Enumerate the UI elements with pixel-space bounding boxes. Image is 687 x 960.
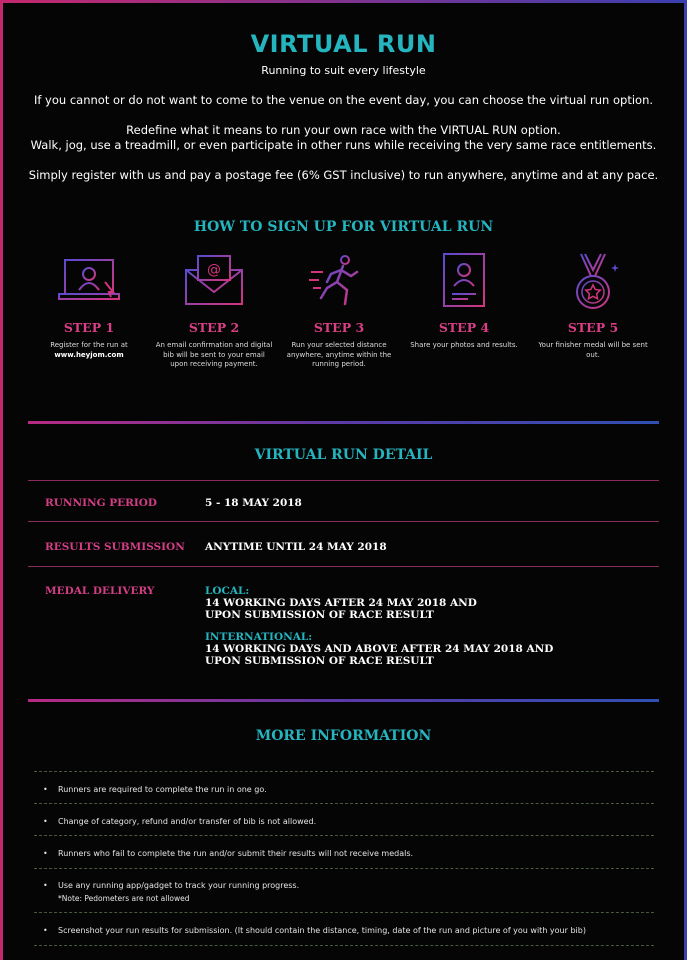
step-3 (279, 252, 399, 370)
section-divider-2 (28, 699, 659, 702)
local-label: LOCAL: (205, 585, 250, 597)
bullet: • (43, 849, 48, 858)
step-5 (533, 252, 653, 360)
envelope-icon (182, 252, 246, 312)
list-item-text: Screenshot your run results for submission. (It should contain the distance, timing, date of the run and picture of you with your bib) (58, 926, 586, 935)
medal-delivery-label: MEDAL DELIVERY (45, 585, 155, 597)
more-info-heading: MORE INFORMATION (255, 728, 432, 744)
local-line-2: UPON SUBMISSION OF RACE RESULT (205, 609, 434, 621)
results-submission-value: ANYTIME UNTIL 24 MAY 2018 (205, 541, 387, 553)
section-divider-1 (28, 421, 659, 424)
intro-section (0, 30, 687, 183)
signup-heading: HOW TO SIGN UP FOR VIRTUAL RUN (193, 219, 494, 235)
step-1-link[interactable]: www.heyjom.com (54, 350, 124, 359)
medal-icon (561, 252, 625, 312)
intro-paragraph-2a: Redefine what it means to run your own race with the VIRTUAL RUN option. (126, 123, 561, 137)
step-5-desc: Your finisher medal will be sent out. (538, 341, 648, 359)
more-info-list (34, 771, 654, 946)
local-line-1: 14 WORKING DAYS AFTER 24 MAY 2018 AND (205, 597, 477, 609)
list-item (34, 835, 654, 868)
detail-heading: VIRTUAL RUN DETAIL (254, 447, 433, 463)
results-submission-label: RESULTS SUBMISSION (45, 541, 185, 553)
list-item (34, 771, 654, 803)
signup-steps (25, 252, 665, 402)
step-3-desc: Run your selected distance anywhere, anytime within the running period. (286, 341, 392, 368)
running-period-label: RUNNING PERIOD (45, 497, 157, 509)
runner-icon (307, 252, 371, 312)
step-1-desc-text: Register for the run at (50, 341, 128, 349)
medal-delivery-value (205, 585, 553, 667)
list-item (34, 803, 654, 835)
step-1 (29, 252, 149, 360)
bullet: • (43, 817, 48, 826)
international-line-2: UPON SUBMISSION OF RACE RESULT (205, 655, 434, 667)
intro-paragraph-2b: Walk, jog, use a treadmill, or even participate in other runs while receiving the very same race entitlements. (30, 138, 657, 152)
list-item (34, 912, 654, 946)
step-4-label: STEP 4 (438, 320, 490, 335)
intro-paragraph-3: Simply register with us and pay a postage fee (6% GST inclusive) to run anywhere, anytime and at any pace. (28, 168, 659, 182)
step-1-label: STEP 1 (63, 320, 115, 335)
step-4-desc: Share your photos and results. (410, 341, 518, 349)
international-label: INTERNATIONAL: (205, 631, 313, 643)
detail-rule-2 (28, 566, 659, 567)
detail-rule-top (28, 480, 659, 481)
photo-frame-icon (432, 252, 496, 312)
bullet: • (43, 926, 48, 935)
page-title: VIRTUAL RUN (250, 30, 437, 58)
list-item (34, 868, 654, 912)
step-1-desc (29, 341, 149, 360)
pedometer-note: *Note: Pedometers are not allowed (58, 894, 190, 903)
svg-text:@: @ (207, 262, 221, 278)
list-item-text: Change of category, refund and/or transfer of bib is not allowed. (58, 817, 317, 826)
bullet: • (43, 785, 48, 794)
list-item-text: Use any running app/gadget to track your running progress. (58, 881, 300, 890)
step-2-label: STEP 2 (188, 320, 240, 335)
step-3-label: STEP 3 (313, 320, 365, 335)
laptop-user-icon (57, 252, 121, 312)
list-item-text: Runners are required to complete the run in one go. (58, 785, 267, 794)
intro-paragraph-1: If you cannot or do not want to come to the venue on the event day, you can choose the virtual run option. (33, 93, 654, 107)
step-4 (404, 252, 524, 351)
bullet: • (43, 881, 48, 890)
list-item-text: Runners who fail to complete the run and/or submit their results will not receive medals. (58, 849, 414, 858)
international-line-1: 14 WORKING DAYS AND ABOVE AFTER 24 MAY 2018 AND (205, 643, 554, 655)
page-subtitle: Running to suit every lifestyle (261, 64, 426, 77)
step-5-label: STEP 5 (567, 320, 619, 335)
detail-rule-1 (28, 521, 659, 522)
step-2 (154, 252, 274, 370)
running-period-value: 5 - 18 MAY 2018 (205, 497, 302, 509)
step-2-desc: An email confirmation and digital bib will be sent to your email upon receiving payment. (155, 341, 273, 368)
